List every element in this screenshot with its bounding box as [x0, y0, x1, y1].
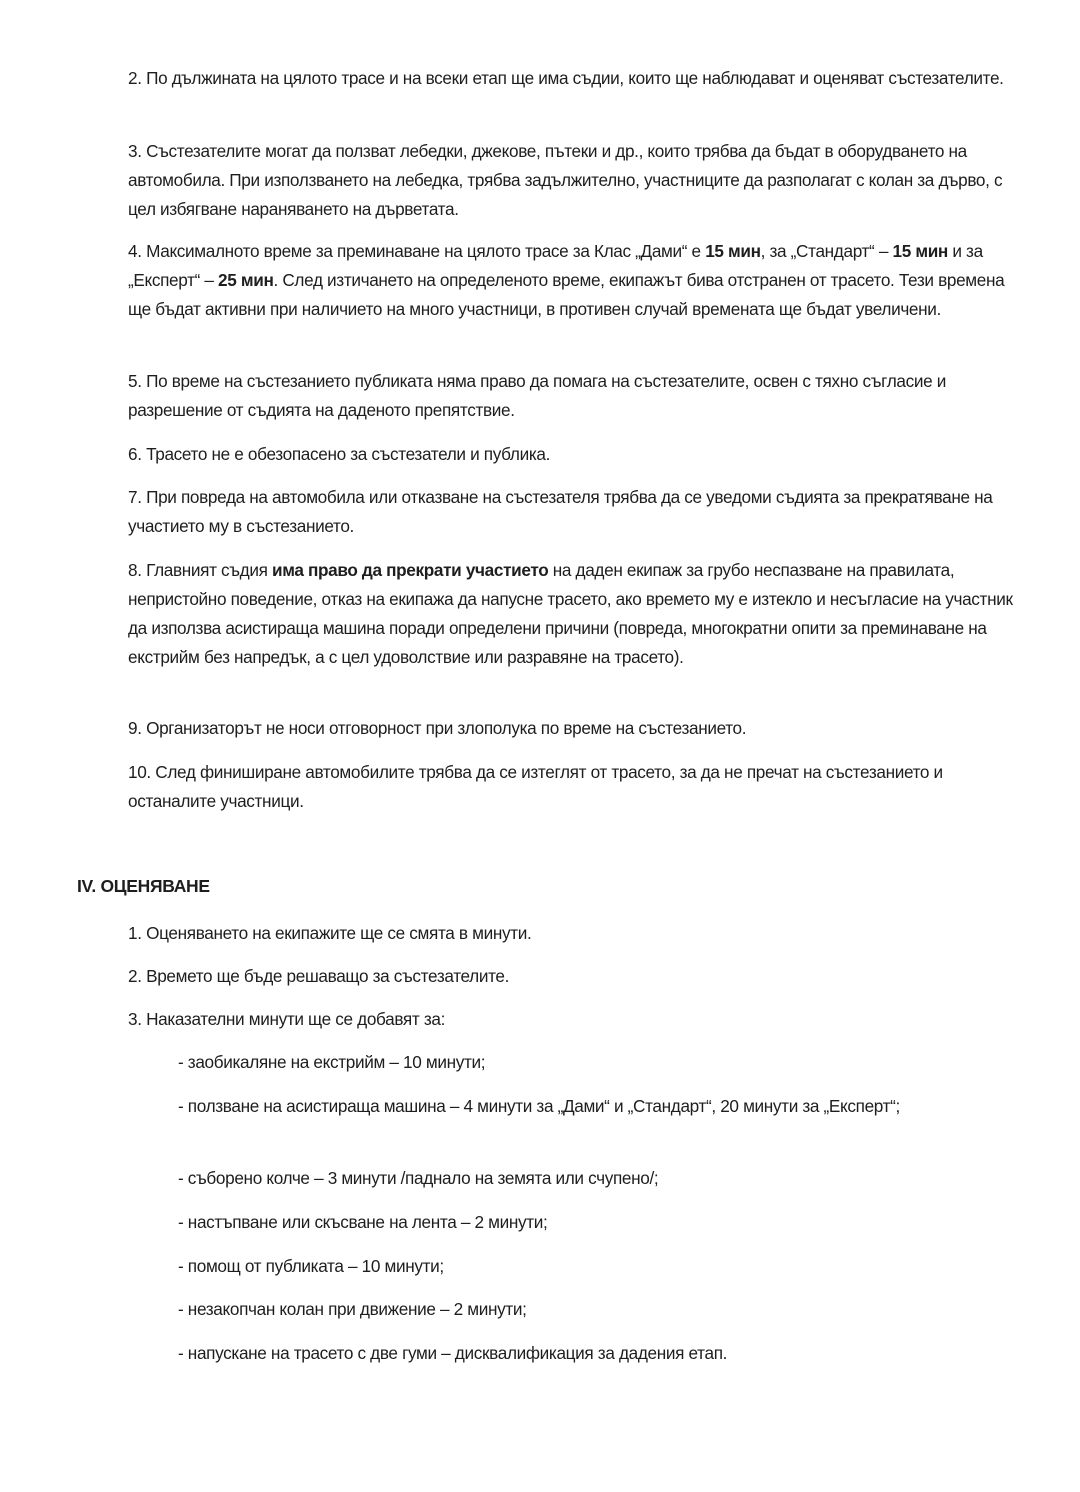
rule-item-6 — [128, 440, 1018, 469]
penalty-item: - съборено колче – 3 минути /паднало на земята или счупено/; — [178, 1168, 659, 1188]
item-text: Оценяването на екипажите ще се смята в минути. — [146, 923, 532, 943]
penalty-item: - напускане на трасето с две гуми – дисквалификация за дадения етап. — [178, 1343, 728, 1363]
item-number: 3. — [128, 141, 142, 161]
item-text: Трасето не е обезопасено за състезатели и публика. — [146, 444, 551, 464]
item-number: 8. — [128, 560, 142, 580]
item-text: Главният съдия — [146, 560, 272, 580]
rule-item-10 — [128, 758, 1018, 816]
item-text: на даден екипаж за грубо неспазване на правилата, непристойно поведение, отказ на екипажа да напусне трасето, ако времето му е изтекло и несъгласие на участник да използва асистираща машина поради определени причини (повреда, многократни опити за преминаване на екстрийм без напредък, а с цел удоволствие или разравяне на трасето). — [128, 560, 1013, 667]
bold-emphasis: има право да прекрати участието — [271, 560, 549, 580]
penalty-item: - помощ от публиката – 10 минути; — [178, 1256, 444, 1276]
item-text: Организаторът не носи отговорност при злополука по време на състезанието. — [146, 718, 747, 738]
item-number: 4. — [128, 241, 142, 261]
item-number: 7. — [128, 487, 142, 507]
rule-item-5 — [128, 367, 1018, 425]
penalty-item: - ползване на асистираща машина – 4 минути за „Дами“ и „Стандарт“, 20 минути за „Експерт“; — [178, 1096, 900, 1116]
penalty-item: - незакопчан колан при движение – 2 минути; — [178, 1299, 527, 1319]
rule-item-7 — [128, 483, 1018, 541]
item-number: 2. — [128, 68, 142, 88]
item-number: 2. — [128, 966, 142, 986]
rule-item-4 — [128, 237, 1018, 324]
evaluation-item-1 — [128, 919, 1018, 948]
rule-item-3 — [128, 137, 1018, 224]
rule-item-9 — [128, 714, 1018, 743]
item-text: Състезателите могат да ползват лебедки, джекове, пътеки и др., които трябва да бъдат в оборудването на автомобила. При използването на лебедка, трябва задължително, участниците да разполагат с колан за дърво, с цел избягване нараняването на дърветата. — [128, 141, 1003, 219]
item-text: и за „Експерт“ – — [128, 241, 983, 290]
item-number: 10. — [128, 762, 151, 782]
evaluation-item-3 — [128, 1005, 1018, 1034]
time-limit-expert: 25 мин — [218, 270, 274, 290]
item-text: По дължината на цялото трасе и на всеки етап ще има съдии, които ще наблюдават и оценяват състезателите. — [146, 68, 1004, 88]
item-text: При повреда на автомобила или отказване на състезателя трябва да се уведоми съдията за прекратяване на участието му в състезанието. — [128, 487, 993, 536]
item-number: 5. — [128, 371, 142, 391]
item-text: . След изтичането на определеното време, екипажът бива отстранен от трасето. Тези времена ще бъдат активни при наличието на много участници, в противен случай времената ще бъдат увеличени. — [128, 270, 1005, 319]
evaluation-item-2 — [128, 962, 1018, 991]
item-number: 3. — [128, 1009, 142, 1029]
time-limit-standard: 15 мин — [892, 241, 948, 261]
rule-item-8 — [128, 556, 1018, 672]
item-text: Времето ще бъде решаващо за състезателите. — [146, 966, 510, 986]
item-number: 9. — [128, 718, 142, 738]
penalty-item: - настъпване или скъсване на лента – 2 минути; — [178, 1212, 548, 1232]
time-limit-dami: 15 мин — [705, 241, 761, 261]
item-text: След финиширане автомобилите трябва да се изтеглят от трасето, за да не пречат на състезанието и останалите участници. — [128, 762, 943, 811]
item-text: По време на състезанието публиката няма право да помага на състезателите, освен с тяхно съгласие и разрешение от съдията на даденото препятствие. — [128, 371, 946, 420]
item-number: 1. — [128, 923, 142, 943]
item-text: Максималното време за преминаване на цялото трасе за Клас „Дами“ е — [146, 241, 706, 261]
item-number: 6. — [128, 444, 142, 464]
section-heading-evaluation: IV. ОЦЕНЯВАНЕ — [77, 876, 210, 896]
rule-item-2 — [128, 64, 1018, 93]
item-text: Наказателни минути ще се добавят за: — [146, 1009, 446, 1029]
item-text: , за „Стандарт“ – — [760, 241, 893, 261]
penalty-item: - заобикаляне на екстрийм – 10 минути; — [178, 1052, 486, 1072]
